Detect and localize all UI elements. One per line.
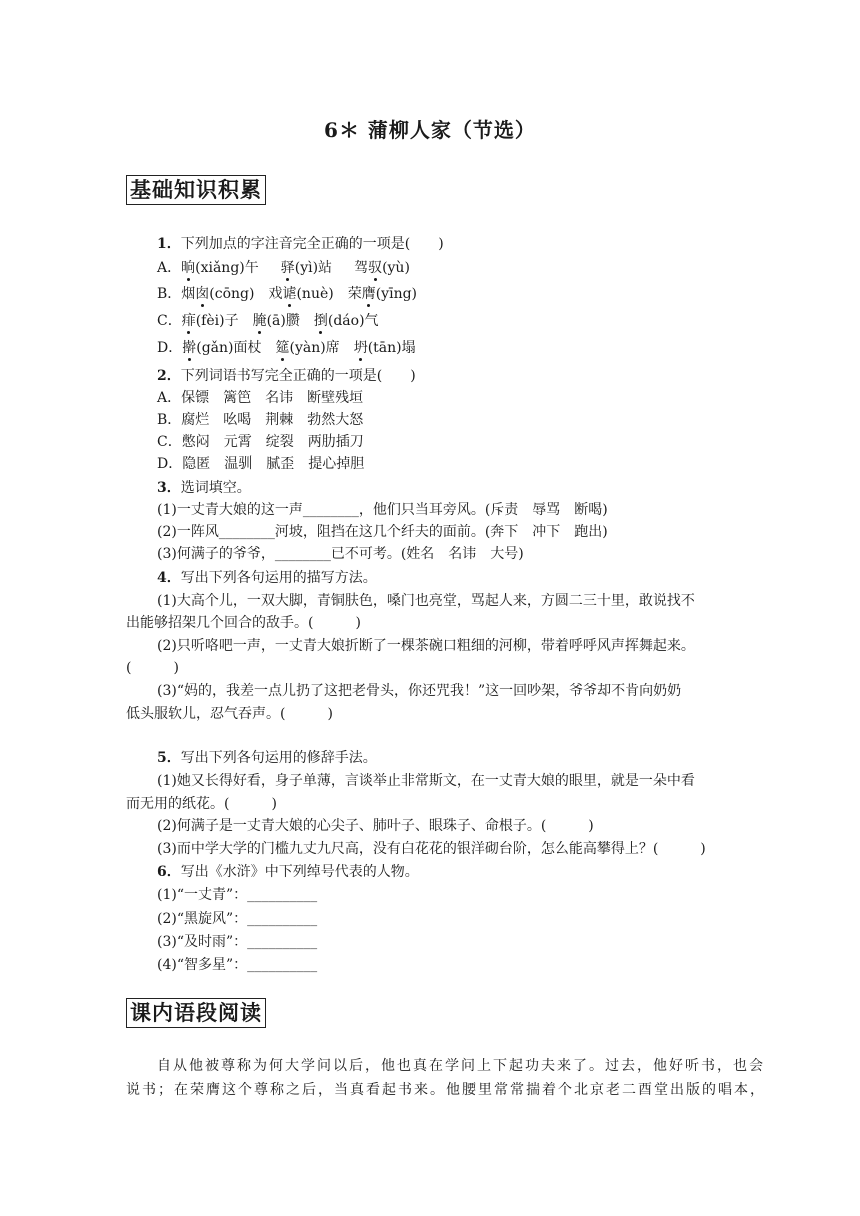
question-4-item-1: (1)大高个儿，一双大脚，青铜肤色，嗓门也亮堂，骂起人来，方圆二三十里，敢说找不 [157, 593, 695, 609]
question-4-item-1-cont: 出能够招架几个回合的敌手。( ) [126, 615, 361, 631]
reading-paragraph-line-1: 自从他被尊称为何大学问以后，他也真在学问上下起功夫来了。过去，他好听书，也会 [157, 1058, 765, 1074]
question-4-item-3: (3)“妈的，我差一点儿扔了这把老骨头，你还咒我！”这一回吵架，爷爷却不肯向奶奶 [157, 683, 682, 699]
question-3-item-2: (2)一阵风________河坡，阻挡在这几个纤夫的面前。(奔下 冲下 跑出) [157, 524, 608, 540]
reading-paragraph-line-2: 说书；在荣膺这个尊称之后，当真看起书来。他腰里常常揣着个北京老二酉堂出版的唱本， [126, 1082, 766, 1098]
question-6-item-4: (4)“智多星”：__________ [157, 957, 318, 973]
question-5-stem: 5．写出下列各句运用的修辞手法。 [157, 750, 377, 766]
question-3-item-3: (3)何满子的爷爷，________已不可考。(姓名 名讳 大号) [157, 546, 524, 562]
question-5-item-2: (2)何满子是一丈青大娘的心尖子、肺叶子、眼珠子、命根子。( ) [157, 818, 594, 834]
question-6-item-3: (3)“及时雨”：__________ [157, 934, 318, 950]
question-1-option-b: B．烟囱(cōng) 戏谑(nuè) 荣膺(yīng) [157, 286, 418, 302]
question-4-item-3-cont: 低头服软儿，忍气吞声。( ) [126, 706, 333, 722]
question-1-option-c: C．痱(fèi)子 腌(ā)臜 捯(dáo)气 [157, 313, 379, 329]
question-2-option-d: D．隐匿 温驯 腻歪 提心掉胆 [157, 456, 365, 472]
question-6-item-2: (2)“黑旋风”：__________ [157, 911, 318, 927]
question-1-option-d: D．擀(gǎn)面杖 筵(yàn)席 坍(tān)塌 [157, 340, 416, 356]
question-5-item-1-cont: 而无用的纸花。( ) [126, 796, 277, 812]
question-2-option-c: C．憋闷 元霄 绽裂 两肋插刀 [157, 434, 364, 450]
question-6-stem: 6．写出《水浒》中下列绰号代表的人物。 [157, 864, 419, 880]
question-1-option-a: A．晌(xiǎng)午 驿(yì)站 驾驭(yù) [157, 260, 410, 276]
question-5-item-3: (3)而中学大学的门槛九丈九尺高，没有白花花的银洋砌台阶，怎么能高攀得上？( ) [157, 841, 706, 857]
page-title: 6＊ 蒲柳人家（节选） [324, 118, 536, 142]
question-2-stem: 2．下列词语书写完全正确的一项是( ) [157, 368, 416, 384]
question-2-option-b: B．腐烂 吆喝 荆棘 勃然大怒 [157, 412, 364, 428]
question-5-item-1: (1)她又长得好看，身子单薄，言谈举止非常斯文，在一丈青大娘的眼里，就是一朵中看 [157, 773, 695, 789]
section-heading-basic-knowledge: 基础知识积累 [126, 175, 266, 205]
section-heading-text-reading: 课内语段阅读 [126, 998, 266, 1028]
question-6-item-1: (1)“一丈青”：__________ [157, 887, 318, 903]
question-4-item-2: (2)只听咯吧一声，一丈青大娘折断了一棵茶碗口粗细的河柳，带着呼呼风声挥舞起来。 [157, 638, 695, 654]
question-4-item-2-cont: ( ) [126, 660, 179, 676]
question-4-stem: 4．写出下列各句运用的描写方法。 [157, 570, 377, 586]
question-3-stem: 3．选词填空。 [157, 480, 251, 496]
question-1-stem: 1．下列加点的字注音完全正确的一项是( ) [157, 236, 444, 252]
question-2-option-a: A．保镖 篱笆 名讳 断壁残垣 [157, 390, 364, 406]
question-3-item-1: (1)一丈青大娘的这一声________，他们只当耳旁风。(斥责 辱骂 断喝) [157, 502, 608, 518]
